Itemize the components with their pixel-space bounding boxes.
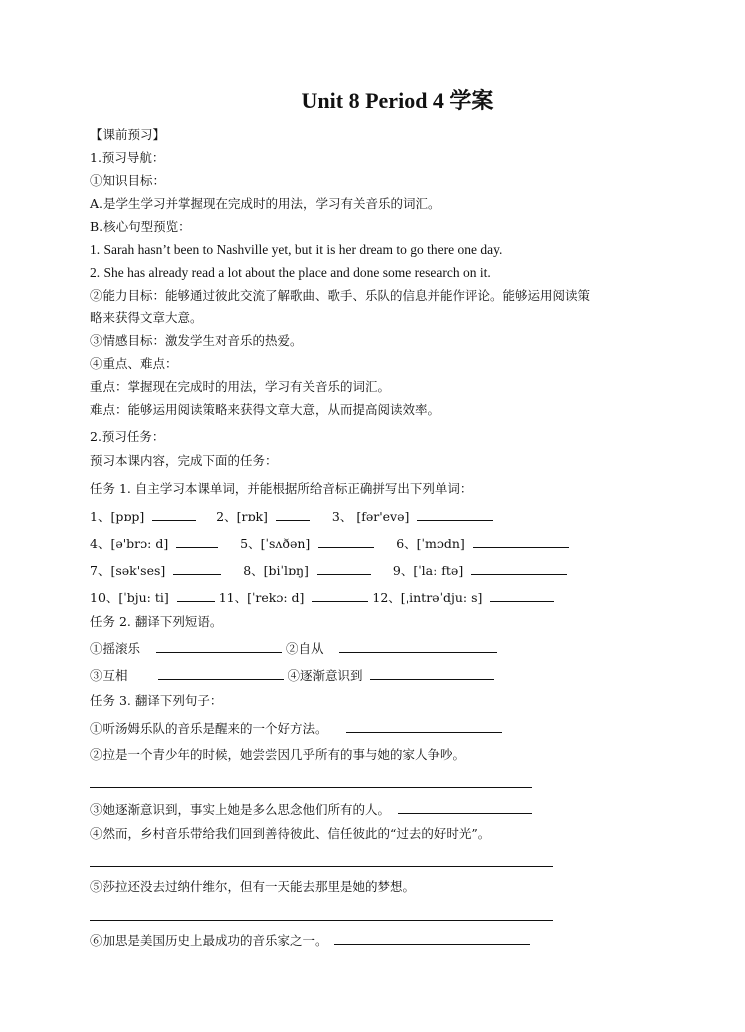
sentence-text: ①听汤姆乐队的音乐是醒来的一个好方法。 bbox=[90, 721, 328, 736]
emotion-goal: ③情感目标：激发学生对音乐的热爱。 bbox=[90, 333, 303, 348]
sentence-item-4: ④然而，乡村音乐带给我们回到善待彼此、信任彼此的“过去的好时光”。 bbox=[90, 826, 491, 841]
answer-blank[interactable] bbox=[317, 562, 371, 575]
sentence-item-3 bbox=[90, 801, 532, 818]
answer-blank[interactable] bbox=[173, 562, 221, 575]
answer-blank[interactable] bbox=[177, 589, 215, 602]
word-row-2 bbox=[90, 535, 569, 552]
word-item: 3、 [fər'evə] bbox=[331, 509, 410, 524]
word-item: 2、[rɒk] bbox=[216, 509, 268, 524]
answer-blank[interactable] bbox=[398, 801, 532, 814]
answer-blank[interactable] bbox=[276, 508, 310, 521]
phrase-row-1 bbox=[90, 640, 497, 657]
ability-goal-line1: ②能力目标：能够通过彼此交流了解歌曲、歌手、乐队的信息并能作评论。能够运用阅读策 bbox=[90, 288, 591, 303]
sentence-text: ③她逐渐意识到，事实上她是多么思念他们所有的人。 bbox=[90, 802, 391, 817]
word-row-4 bbox=[90, 589, 554, 606]
answer-line[interactable] bbox=[90, 866, 553, 867]
word-item: 1、[pɒp] bbox=[90, 509, 145, 524]
ability-goal-line2: 略来获得文章大意。 bbox=[90, 310, 203, 325]
word-item: 12、[ˌintrəˈdju: s] bbox=[372, 590, 483, 605]
answer-line[interactable] bbox=[90, 787, 532, 788]
answer-blank[interactable] bbox=[158, 667, 284, 680]
answer-blank[interactable] bbox=[490, 589, 554, 602]
answer-blank[interactable] bbox=[156, 640, 282, 653]
preview-instruction: 预习本课内容，完成下面的任务： bbox=[90, 453, 278, 468]
knowledge-goal-a: A.是学生学习并掌握现在完成时的用法，学习有关音乐的词汇。 bbox=[90, 196, 441, 211]
phrase-item: ①摇滚乐 bbox=[90, 641, 141, 656]
answer-blank[interactable] bbox=[417, 508, 493, 521]
answer-blank[interactable] bbox=[339, 640, 497, 653]
answer-blank[interactable] bbox=[152, 508, 196, 521]
answer-blank[interactable] bbox=[473, 535, 569, 548]
word-item: 5、[ˈsʌðən] bbox=[240, 536, 311, 551]
task2-heading: 任务 2. 翻译下列短语。 bbox=[90, 614, 223, 629]
sentence-item-5: ⑤莎拉还没去过纳什维尔，但有一天能去那里是她的梦想。 bbox=[90, 879, 416, 894]
answer-blank[interactable] bbox=[334, 932, 530, 945]
answer-blank[interactable] bbox=[312, 589, 368, 602]
sentence-item-6 bbox=[90, 932, 530, 949]
sentence-text: ⑥加思是美国历史上最成功的音乐家之一。 bbox=[90, 933, 328, 948]
key-sentence-1: 1. Sarah hasn’t been to Nashville yet, but it is her dream to go there one day. bbox=[90, 242, 503, 257]
word-row-3 bbox=[90, 562, 567, 579]
word-item: 8、[biˈlɒŋ] bbox=[243, 563, 309, 578]
word-item: 4、[ə'brɔ: d] bbox=[90, 536, 169, 551]
word-row-1 bbox=[90, 508, 493, 525]
phrase-item: ④逐渐意识到 bbox=[287, 668, 363, 683]
word-item: 7、[sək'ses] bbox=[90, 563, 166, 578]
answer-blank[interactable] bbox=[471, 562, 567, 575]
difficult-point: 难点：能够运用阅读策略来获得文章大意，从而提高阅读效率。 bbox=[90, 402, 441, 417]
word-item: 10、[ˈbju: ti] bbox=[90, 590, 169, 605]
page-title: Unit 8 Period 4 学案 bbox=[301, 88, 494, 113]
knowledge-goal-b: B.核心句型预览： bbox=[90, 219, 191, 234]
answer-blank[interactable] bbox=[176, 535, 218, 548]
sentence-item-2: ②拉是一个青少年的时候，她尝尝因几乎所有的事与她的家人争吵。 bbox=[90, 747, 466, 762]
answer-line[interactable] bbox=[90, 920, 553, 921]
task1-heading: 任务 1. 自主学习本课单词，并能根据所给音标正确拼写出下列单词： bbox=[90, 481, 473, 496]
word-item: 6、[ˈmɔdn] bbox=[396, 536, 465, 551]
key-sentence-2: 2. She has already read a lot about the place and done some research on it. bbox=[90, 265, 491, 280]
phrase-row-2 bbox=[90, 667, 494, 684]
word-item: 9、[ˈlaː ftə] bbox=[392, 563, 464, 578]
tasks-heading: 2.预习任务： bbox=[90, 429, 165, 444]
nav-heading: 1.预习导航： bbox=[90, 150, 165, 165]
word-item: 11、[ˈrekɔ: d] bbox=[218, 590, 305, 605]
phrase-item: ③互相 bbox=[90, 668, 128, 683]
task3-heading: 任务 3. 翻译下列句子： bbox=[90, 693, 223, 708]
section-heading: 【课前预习】 bbox=[90, 127, 166, 142]
answer-blank[interactable] bbox=[370, 667, 494, 680]
phrase-item: ②自从 bbox=[285, 641, 324, 656]
knowledge-goal-heading: ①知识目标： bbox=[90, 173, 166, 188]
answer-blank[interactable] bbox=[346, 720, 502, 733]
sentence-item-1 bbox=[90, 720, 502, 737]
answer-blank[interactable] bbox=[318, 535, 374, 548]
keypoints-heading: ④重点、难点： bbox=[90, 356, 178, 371]
key-point: 重点：掌握现在完成时的用法，学习有关音乐的词汇。 bbox=[90, 379, 391, 394]
